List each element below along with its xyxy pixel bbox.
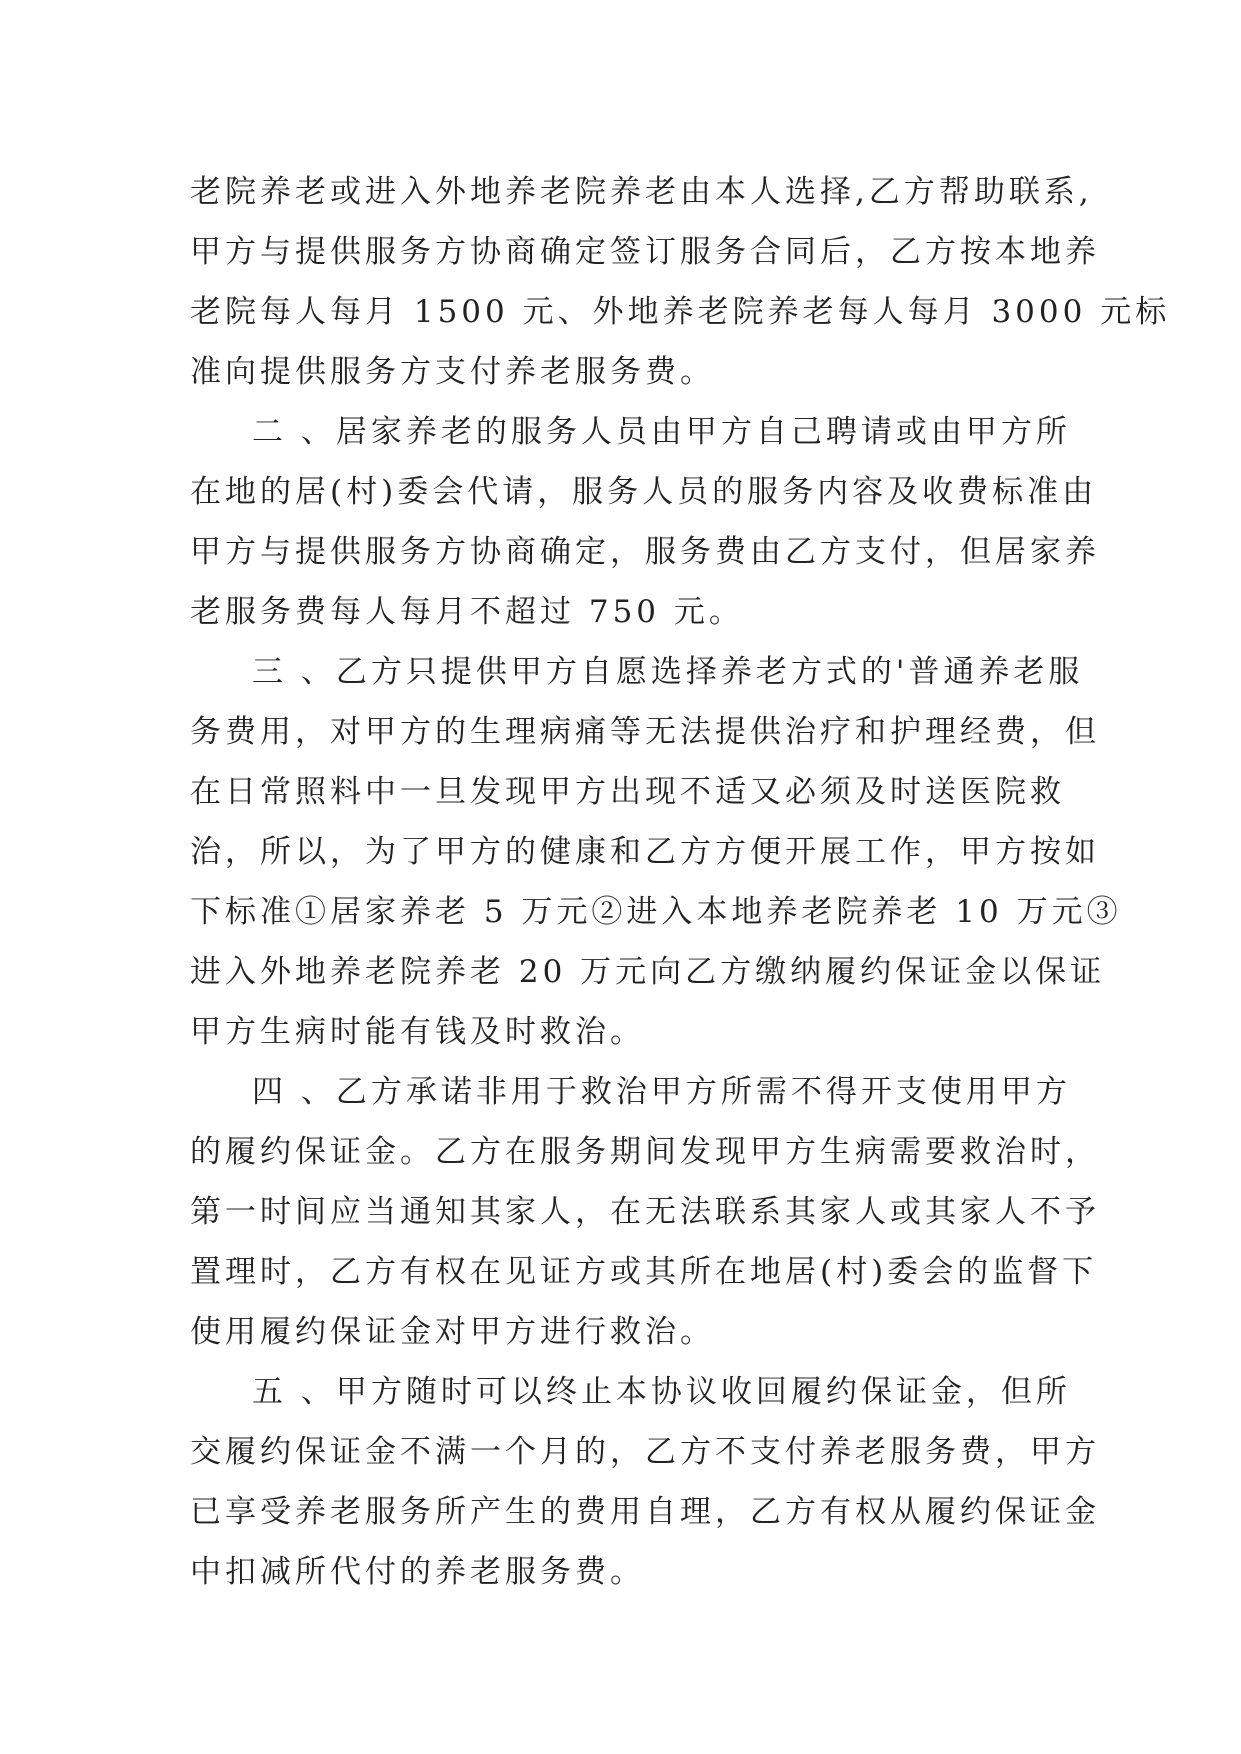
text-line: 已享受养老服务所产生的费用自理，乙方有权从履约保证金 [190, 1494, 1100, 1530]
text-line: 老院每人每月 1500 元、外地养老院养老每人每月 3000 元标 [190, 294, 1171, 330]
section-5-heading-line: 五 、甲方随时可以终止本协议收回履约保证金，但所 [252, 1374, 1071, 1410]
text-line: 甲方与提供服务方协商确定，服务费由乙方支付，但居家养 [190, 534, 1100, 570]
text-line: 的履约保证金。乙方在服务期间发现甲方生病需要救治时， [190, 1134, 1100, 1170]
text-line: 准向提供服务方支付养老服务费。 [190, 354, 715, 390]
text-line: 置理时，乙方有权在见证方或其所在地居(村)委会的监督下 [190, 1254, 1098, 1290]
section-4-heading-line: 四 、乙方承诺非用于救治甲方所需不得开支使用甲方 [252, 1074, 1071, 1110]
text-line: 中扣减所代付的养老服务费。 [190, 1554, 645, 1590]
text-line: 老院养老或进入外地养老院养老由本人选择,乙方帮助联系, [190, 174, 1093, 210]
text-line: 甲方生病时能有钱及时救治。 [190, 1014, 645, 1050]
text-line: 治，所以，为了甲方的健康和乙方方便开展工作，甲方按如 [190, 834, 1100, 870]
text-line: 下标准①居家养老 5 万元②进入本地养老院养老 10 万元③ [190, 894, 1122, 930]
text-line: 在日常照料中一旦发现甲方出现不适又必须及时送医院救 [190, 774, 1065, 810]
text-line: 第一时间应当通知其家人，在无法联系其家人或其家人不予 [190, 1194, 1100, 1230]
section-3-heading-line: 三 、乙方只提供甲方自愿选择养老方式的'普通养老服 [252, 654, 1084, 690]
text-line: 使用履约保证金对甲方进行救治。 [190, 1314, 715, 1350]
text-line: 务费用，对甲方的生理病痛等无法提供治疗和护理经费，但 [190, 714, 1100, 750]
text-line: 甲方与提供服务方协商确定签订服务合同后，乙方按本地养 [190, 234, 1100, 270]
document-body [190, 162, 1171, 1602]
text-line: 进入外地养老院养老 20 万元向乙方缴纳履约保证金以保证 [190, 954, 1106, 990]
text-line: 老服务费每人每月不超过 750 元。 [190, 594, 744, 630]
section-2-heading-line: 二 、居家养老的服务人员由甲方自己聘请或由甲方所 [252, 414, 1071, 450]
text-line: 交履约保证金不满一个月的，乙方不支付养老服务费，甲方 [190, 1434, 1100, 1470]
text-line: 在地的居(村)委会代请，服务人员的服务内容及收费标准由 [190, 474, 1098, 510]
